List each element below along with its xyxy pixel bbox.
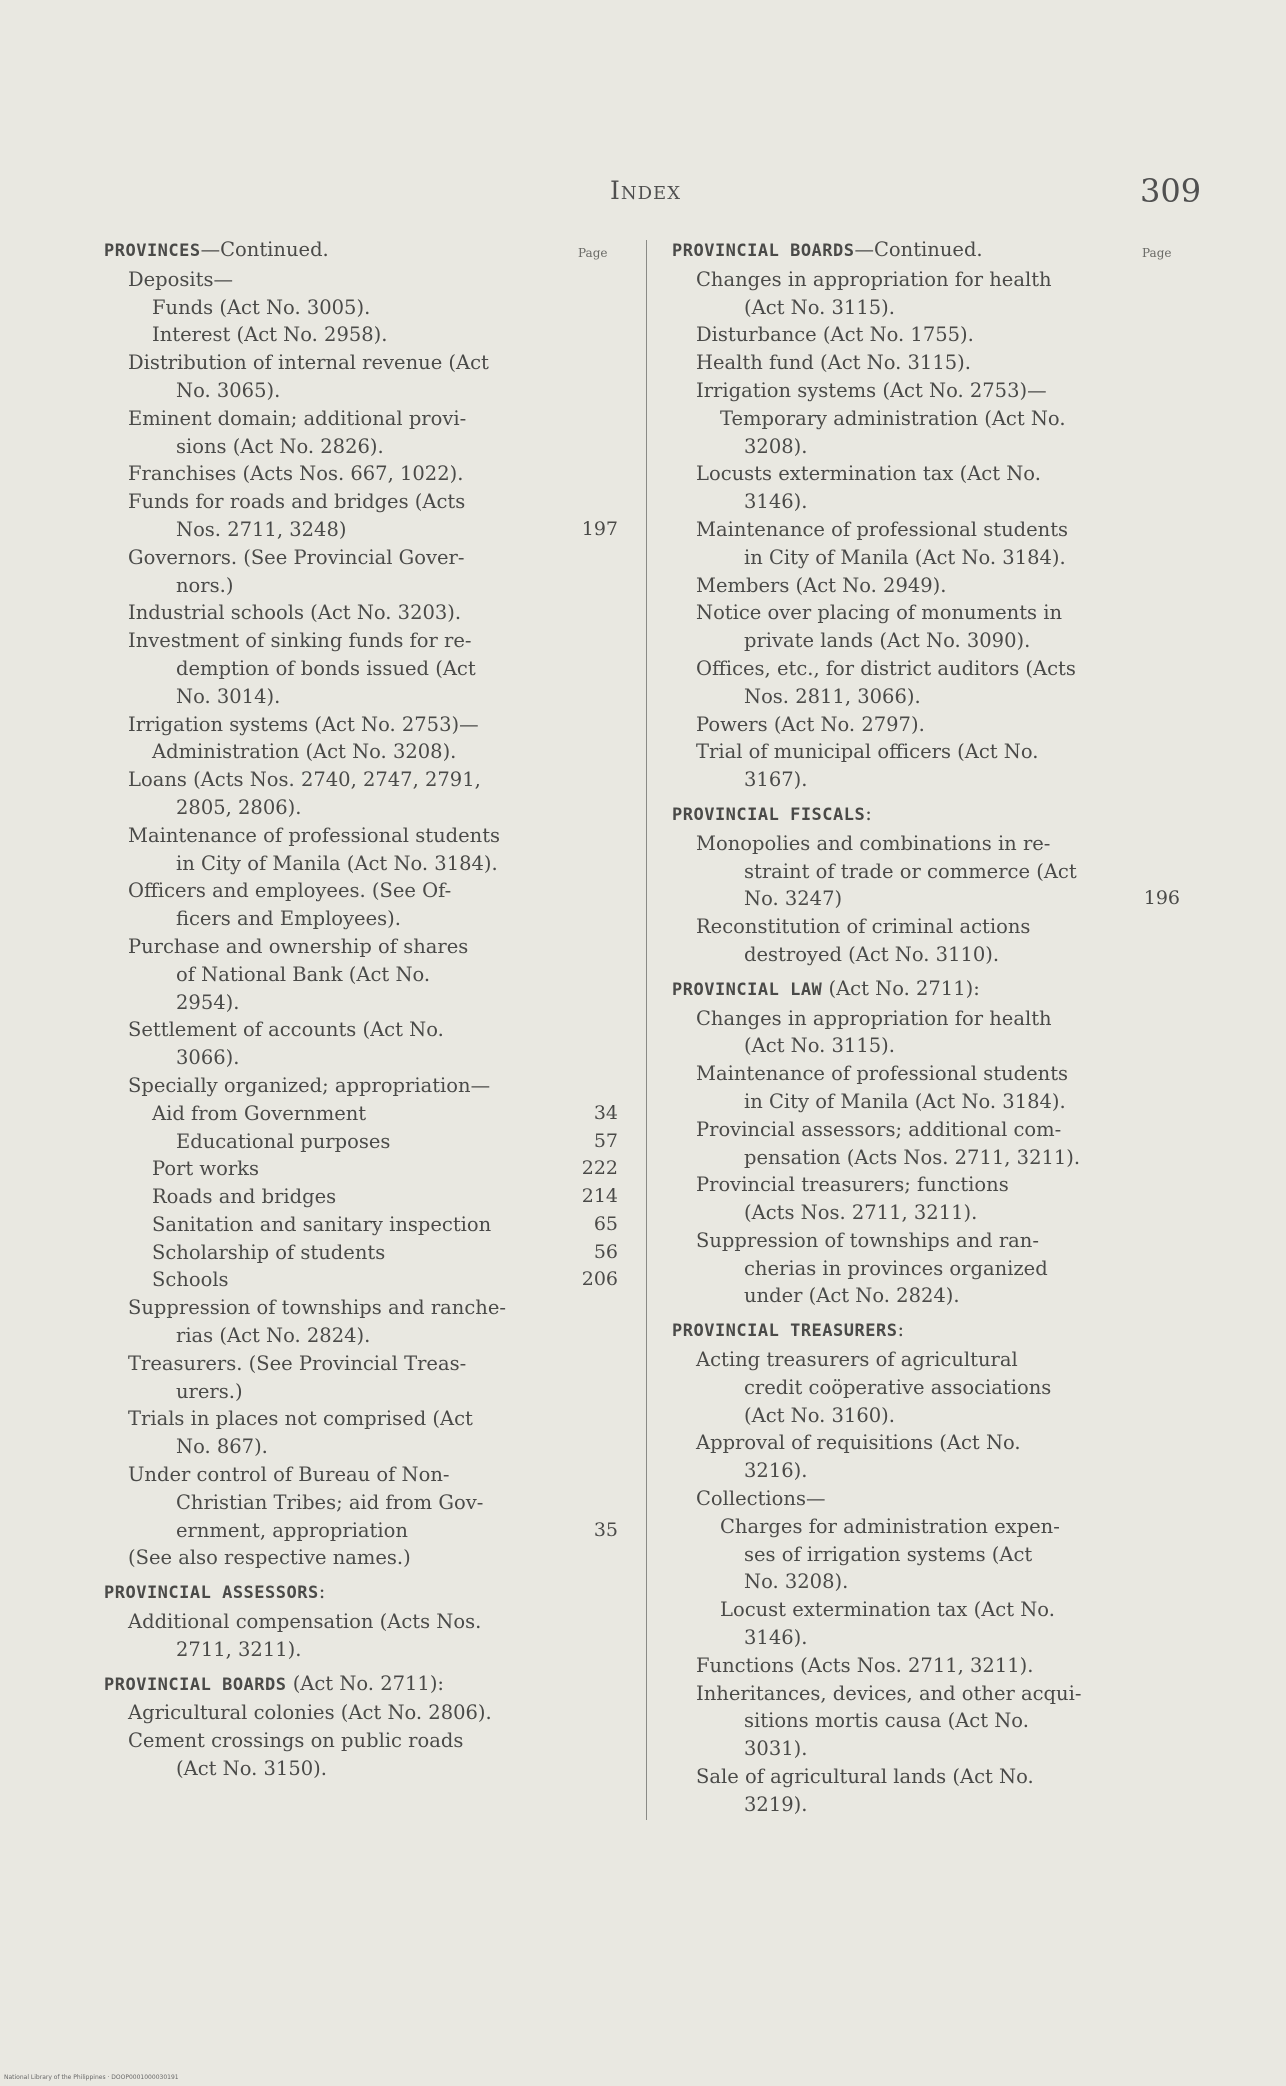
entry-text: under (Act No. 2824). xyxy=(744,1284,960,1308)
entry-text: Scholarship of students xyxy=(152,1240,386,1264)
page-reference: 57 xyxy=(593,1129,618,1152)
entry-text: Inheritances, devices, and other acqui- xyxy=(696,1681,1082,1705)
entry-text: pensation (Acts Nos. 2711, 3211). xyxy=(744,1145,1081,1169)
index-entry xyxy=(672,738,1190,766)
index-entry xyxy=(672,572,1190,600)
index-entry xyxy=(672,1429,1190,1457)
index-entry xyxy=(672,1485,1190,1513)
index-entry xyxy=(104,1072,624,1100)
entry-text: Approval of requisitions (Act No. xyxy=(696,1431,1021,1455)
index-entry xyxy=(672,913,1190,941)
entry-text: Temporary administration (Act No. xyxy=(720,406,1066,430)
entry-text: ernment, appropriation xyxy=(176,1518,408,1542)
entry-text: Monopolies and combinations in re- xyxy=(696,831,1051,855)
heading-text: PROVINCES xyxy=(104,241,201,261)
page-reference: 56 xyxy=(593,1240,618,1263)
entry-text: 3146). xyxy=(744,1626,808,1650)
index-heading xyxy=(672,800,1190,830)
entry-text: No. 3014). xyxy=(176,684,281,708)
entry-text: sitions mortis causa (Act No. xyxy=(744,1709,1029,1733)
index-entry xyxy=(672,1255,1190,1283)
entry-text: Reconstitution of criminal actions xyxy=(696,915,1031,939)
index-entry xyxy=(672,1116,1190,1144)
index-entry xyxy=(104,822,624,850)
index-entry xyxy=(672,766,1190,794)
index-entry xyxy=(104,405,624,433)
entry-text: Offices, etc., for district auditors (Acts xyxy=(696,656,1076,680)
index-entry xyxy=(104,1155,624,1183)
entry-text: Governors. (See Provincial Gover- xyxy=(128,545,465,569)
heading-text: PROVINCIAL FISCALS xyxy=(672,804,866,825)
entry-text: Powers (Act No. 2797). xyxy=(696,712,925,736)
index-entry xyxy=(104,1294,624,1322)
entry-text: Officers and employees. (See Of- xyxy=(128,879,452,903)
index-entry xyxy=(672,941,1190,969)
entry-text: (Acts Nos. 2711, 3211). xyxy=(744,1201,978,1225)
heading-continuation: —Continued. xyxy=(200,238,329,261)
index-entry xyxy=(104,1044,624,1072)
index-entry xyxy=(104,1405,624,1433)
running-head: Index xyxy=(610,176,682,205)
index-entry xyxy=(672,1346,1190,1374)
index-entry xyxy=(104,1544,624,1572)
entry-text: Provincial assessors; additional com- xyxy=(696,1117,1062,1141)
index-entry xyxy=(672,830,1190,858)
index-entry xyxy=(104,460,624,488)
entry-text: Funds (Act No. 3005). xyxy=(152,295,371,319)
entry-text: Acting treasurers of agricultural xyxy=(696,1348,1018,1372)
entry-text: No. 3208). xyxy=(744,1570,849,1594)
index-entry xyxy=(672,266,1190,294)
heading-continuation: (Act No. 2711): xyxy=(822,976,980,1000)
entry-text: Suppression of townships and ran- xyxy=(696,1228,1039,1252)
entry-text: 2805, 2806). xyxy=(176,795,302,819)
entry-text: Christian Tribes; aid from Gov- xyxy=(176,1490,484,1514)
index-entry xyxy=(672,460,1190,488)
index-entry xyxy=(672,1707,1190,1735)
page-reference: 196 xyxy=(1143,887,1180,910)
index-entry xyxy=(104,1378,624,1406)
entry-text: straint of trade or commerce (Act xyxy=(744,859,1077,883)
index-heading xyxy=(672,1316,1190,1346)
index-entry xyxy=(672,858,1190,886)
entry-text: 3219). xyxy=(744,1792,808,1816)
entry-text: Interest (Act No. 2958). xyxy=(152,323,388,347)
index-entry xyxy=(104,1608,624,1636)
entry-text: Eminent domain; additional provi- xyxy=(128,406,467,430)
index-entry xyxy=(672,1624,1190,1652)
index-entry xyxy=(672,655,1190,683)
entry-text: Members (Act No. 2949). xyxy=(696,573,947,597)
index-heading xyxy=(104,1578,624,1608)
index-entry xyxy=(104,766,624,794)
index-entry xyxy=(104,349,624,377)
index-entry xyxy=(672,1199,1190,1227)
entry-text: Nos. 2811, 3066). xyxy=(744,684,921,708)
entry-text: Cement crossings on public roads xyxy=(128,1729,464,1753)
index-entry xyxy=(672,1171,1190,1199)
entry-text: Port works xyxy=(152,1157,260,1181)
heading-continuation: —Continued. xyxy=(854,238,983,261)
entry-text: Settlement of accounts (Act No. xyxy=(128,1018,444,1042)
index-entry xyxy=(672,627,1190,655)
index-entry xyxy=(672,1457,1190,1485)
entry-text: sions (Act No. 2826). xyxy=(176,434,384,458)
entry-text: Under control of Bureau of Non- xyxy=(128,1463,450,1487)
entry-text: urers.) xyxy=(176,1379,243,1403)
entry-text: Notice over placing of monuments in xyxy=(696,601,1063,625)
entry-text: Purchase and ownership of shares xyxy=(128,934,469,958)
index-heading xyxy=(104,1670,624,1700)
entry-text: Health fund (Act No. 3115). xyxy=(696,351,971,375)
index-entry xyxy=(672,1763,1190,1791)
index-entry xyxy=(672,1568,1190,1596)
index-entry xyxy=(104,738,624,766)
index-entry xyxy=(104,627,624,655)
entry-text: (Act No. 3115). xyxy=(744,295,895,319)
entry-text: (Act No. 3115). xyxy=(744,1034,895,1058)
index-entry xyxy=(104,1755,624,1783)
heading-text: PROVINCIAL BOARDS xyxy=(672,241,855,261)
index-entry xyxy=(672,1005,1190,1033)
entry-text: Specially organized; appropriation— xyxy=(128,1073,491,1097)
index-entry xyxy=(104,1489,624,1517)
heading-text: PROVINCIAL LAW xyxy=(672,979,823,1000)
entry-text: in City of Manila (Act No. 3184). xyxy=(744,1089,1066,1113)
entry-text: Provincial treasurers; functions xyxy=(696,1173,1009,1197)
heading-continuation: : xyxy=(865,801,872,825)
entry-text: Irrigation systems (Act No. 2753)— xyxy=(128,712,479,736)
index-entry xyxy=(672,349,1190,377)
entry-text: Charges for administration expen- xyxy=(720,1514,1060,1538)
index-entry xyxy=(672,599,1190,627)
entry-text: 3146). xyxy=(744,490,808,514)
entry-text: Irrigation systems (Act No. 2753)— xyxy=(696,378,1047,402)
index-entry xyxy=(672,1791,1190,1819)
entry-text: Deposits— xyxy=(128,267,233,291)
index-entry xyxy=(104,989,624,1017)
page-reference: 34 xyxy=(593,1101,618,1124)
entry-text: 2954). xyxy=(176,990,240,1014)
index-entry xyxy=(104,488,624,516)
entry-text: 3216). xyxy=(744,1459,808,1483)
index-entry xyxy=(672,321,1190,349)
index-heading xyxy=(104,236,624,266)
entry-text: Locusts extermination tax (Act No. xyxy=(696,462,1041,486)
entry-text: Educational purposes xyxy=(176,1129,391,1153)
column-divider xyxy=(646,240,647,1820)
page-reference: 197 xyxy=(581,517,618,540)
index-entry xyxy=(672,516,1190,544)
entry-text: Changes in appropriation for health xyxy=(696,1006,1052,1030)
heading-continuation: (Act No. 2711): xyxy=(286,1671,445,1695)
entry-text: Maintenance of professional students xyxy=(128,823,501,847)
entry-text: Locust extermination tax (Act No. xyxy=(720,1598,1055,1622)
index-entry xyxy=(104,544,624,572)
index-entry xyxy=(104,294,624,322)
right-index-column xyxy=(672,236,1190,1819)
index-entry xyxy=(672,683,1190,711)
index-entry xyxy=(672,1735,1190,1763)
entry-text: Trials in places not comprised (Act xyxy=(128,1407,473,1431)
index-entry xyxy=(672,294,1190,322)
entry-text: Sanitation and sanitary inspection xyxy=(152,1212,492,1236)
entry-text: Maintenance of professional students xyxy=(696,1062,1069,1086)
index-entry xyxy=(672,1541,1190,1569)
index-entry xyxy=(104,1699,624,1727)
entry-text: of National Bank (Act No. xyxy=(176,962,431,986)
entry-text: rias (Act No. 2824). xyxy=(176,1324,371,1348)
entry-text: Distribution of internal revenue (Act xyxy=(128,351,489,375)
index-entry xyxy=(104,1461,624,1489)
entry-text: Additional compensation (Acts Nos. xyxy=(128,1610,482,1634)
index-entry xyxy=(104,1128,624,1156)
index-entry xyxy=(104,599,624,627)
index-heading xyxy=(672,975,1190,1005)
index-entry xyxy=(104,1239,624,1267)
entry-text: (See also respective names.) xyxy=(128,1546,411,1570)
index-heading xyxy=(672,236,1190,266)
index-entry xyxy=(672,1282,1190,1310)
page-reference: 222 xyxy=(581,1157,618,1180)
entry-text: cherias in provinces organized xyxy=(744,1256,1048,1280)
index-entry xyxy=(672,1513,1190,1541)
index-entry xyxy=(672,1596,1190,1624)
index-entry xyxy=(672,1144,1190,1172)
page-header xyxy=(0,172,1286,222)
entry-text: Nos. 2711, 3248) xyxy=(176,517,347,541)
index-entry xyxy=(672,1088,1190,1116)
entry-text: Trial of municipal officers (Act No. xyxy=(696,740,1039,764)
index-entry xyxy=(104,1100,624,1128)
index-entry xyxy=(104,1016,624,1044)
entry-text: Disturbance (Act No. 1755). xyxy=(696,323,974,347)
entry-text: No. 3247) xyxy=(744,887,843,911)
entry-text: ses of irrigation systems (Act xyxy=(744,1542,1033,1566)
index-entry xyxy=(104,655,624,683)
entry-text: Aid from Government xyxy=(152,1101,367,1125)
entry-text: nors.) xyxy=(176,573,234,597)
index-entry xyxy=(672,377,1190,405)
index-entry xyxy=(104,683,624,711)
entry-text: 3208). xyxy=(744,434,808,458)
index-entry xyxy=(104,1211,624,1239)
entry-text: Administration (Act No. 3208). xyxy=(152,740,457,764)
entry-text: private lands (Act No. 3090). xyxy=(744,629,1031,653)
index-entry xyxy=(104,1636,624,1664)
index-entry xyxy=(104,1266,624,1294)
index-entry xyxy=(672,433,1190,461)
index-entry xyxy=(104,1350,624,1378)
entry-text: 3031). xyxy=(744,1737,808,1761)
entry-text: Treasurers. (See Provincial Treas- xyxy=(128,1351,467,1375)
entry-text: 3066). xyxy=(176,1046,240,1070)
index-entry xyxy=(104,711,624,739)
entry-text: in City of Manila (Act No. 3184). xyxy=(176,851,498,875)
entry-text: Changes in appropriation for health xyxy=(696,267,1052,291)
index-entry xyxy=(104,877,624,905)
index-entry xyxy=(672,405,1190,433)
page-reference: 206 xyxy=(581,1268,618,1291)
page-reference: 214 xyxy=(581,1185,618,1208)
entry-text: Functions (Acts Nos. 2711, 3211). xyxy=(696,1653,1034,1677)
entry-text: Investment of sinking funds for re- xyxy=(128,629,472,653)
index-entry xyxy=(104,1322,624,1350)
scan-footer: National Library of the Philippines · DOOP0001000030191 xyxy=(4,2074,179,2081)
page-reference: 65 xyxy=(593,1212,618,1235)
index-entry xyxy=(672,711,1190,739)
index-entry xyxy=(672,1060,1190,1088)
entry-text: Agricultural colonies (Act No. 2806). xyxy=(128,1701,492,1725)
entry-text: No. 867). xyxy=(176,1435,268,1459)
right-page-column-label: Page xyxy=(1142,246,1172,260)
entry-text: in City of Manila (Act No. 3184). xyxy=(744,545,1066,569)
entry-text: Funds for roads and bridges (Acts xyxy=(128,490,466,514)
index-entry xyxy=(672,488,1190,516)
page-reference: 35 xyxy=(593,1518,618,1541)
index-entry xyxy=(672,885,1190,913)
left-index-column xyxy=(104,236,624,1783)
index-entry xyxy=(672,544,1190,572)
index-entry xyxy=(672,1680,1190,1708)
index-entry xyxy=(104,433,624,461)
entry-text: Collections— xyxy=(696,1487,826,1511)
index-entry xyxy=(672,1227,1190,1255)
index-entry xyxy=(104,933,624,961)
heading-continuation: : xyxy=(897,1318,905,1342)
entry-text: credit coöperative associations xyxy=(744,1375,1052,1399)
index-entry xyxy=(104,1517,624,1545)
index-entry xyxy=(672,1374,1190,1402)
index-entry xyxy=(104,572,624,600)
heading-text: PROVINCIAL BOARDS xyxy=(104,1674,287,1695)
entry-text: 3167). xyxy=(744,768,808,792)
entry-text: 2711, 3211). xyxy=(176,1637,302,1661)
index-entry xyxy=(104,321,624,349)
entry-text: Loans (Acts Nos. 2740, 2747, 2791, xyxy=(128,768,481,792)
heading-text: PROVINCIAL ASSESSORS xyxy=(104,1583,319,1604)
left-page-column-label: Page xyxy=(578,246,608,260)
index-entry xyxy=(104,794,624,822)
entry-text: (Act No. 3150). xyxy=(176,1757,327,1781)
index-entry xyxy=(672,1402,1190,1430)
entry-text: Roads and bridges xyxy=(152,1185,337,1209)
index-entry xyxy=(104,377,624,405)
entry-text: Schools xyxy=(152,1268,229,1292)
index-entry xyxy=(104,516,624,544)
entry-text: No. 3065). xyxy=(176,378,281,402)
index-entry xyxy=(104,266,624,294)
index-entry xyxy=(104,905,624,933)
index-entry xyxy=(672,1032,1190,1060)
entry-text: Industrial schools (Act No. 3203). xyxy=(128,601,462,625)
entry-text: ficers and Employees). xyxy=(176,907,401,931)
index-entry xyxy=(104,1433,624,1461)
heading-continuation: : xyxy=(318,1580,326,1604)
entry-text: Maintenance of professional students xyxy=(696,517,1069,541)
entry-text: demption of bonds issued (Act xyxy=(176,656,476,680)
index-entry xyxy=(104,1183,624,1211)
entry-text: Franchises (Acts Nos. 667, 1022). xyxy=(128,462,464,486)
index-entry xyxy=(104,1727,624,1755)
heading-text: PROVINCIAL TREASURERS xyxy=(672,1321,898,1342)
entry-text: Suppression of townships and ranche- xyxy=(128,1296,506,1320)
entry-text: Sale of agricultural lands (Act No. xyxy=(696,1765,1034,1789)
index-entry xyxy=(104,961,624,989)
index-entry xyxy=(104,850,624,878)
index-entry xyxy=(672,1652,1190,1680)
entry-text: destroyed (Act No. 3110). xyxy=(744,942,1000,966)
page-number: 309 xyxy=(1140,172,1202,210)
entry-text: (Act No. 3160). xyxy=(744,1403,895,1427)
